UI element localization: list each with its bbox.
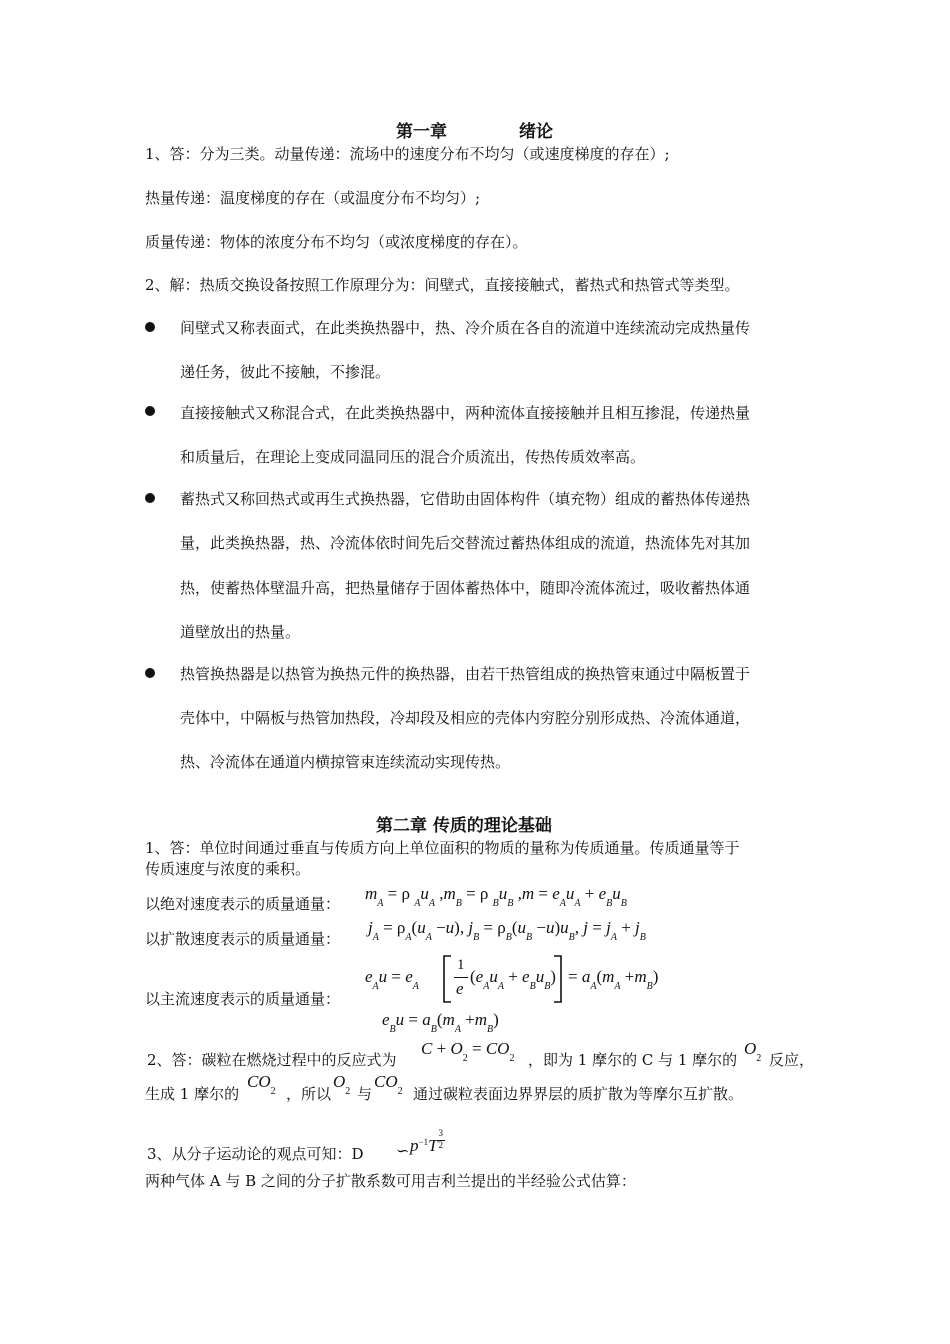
symbol-co2: $CO_2$ bbox=[247, 1072, 276, 1097]
ch2-q2-text-d: 生成 1 摩尔的 bbox=[145, 1085, 240, 1103]
equation-absolute-flux: $m_A = \rho$ $_Au_A$ $,m_B = \rho$ $_Bu_B$ $,m = e_Au_A + e_Bu_B$ bbox=[365, 884, 627, 909]
bullet-icon bbox=[145, 668, 155, 678]
ch2-q1-line2: 传质速度与浓度的乘积。 bbox=[145, 860, 311, 878]
ch2-q2-text-f: 与 bbox=[357, 1085, 373, 1103]
symbol-o2: $O_2$ bbox=[744, 1039, 762, 1064]
label-diffusion-velocity: 以扩散速度表示的质量通量： bbox=[145, 930, 341, 948]
equation-diffusion-proportionality: $p^{-1}T$ $\frac{3}{2}$ bbox=[410, 1136, 445, 1157]
bullet4-line1: 热管换热器是以热管为换热元件的换热器，由若干热管组成的换热管束通过中隔板置于 bbox=[180, 665, 751, 683]
label-main-velocity: 以主流速度表示的质量通量： bbox=[145, 990, 341, 1008]
equation-reaction: $C + O_2 = CO_2$ bbox=[421, 1039, 515, 1064]
equation-main-flux-inner: $(e_Au_A + e_Bu_B)$ bbox=[470, 967, 556, 992]
bullet1-line2: 递任务，彼此不接触，不掺混。 bbox=[180, 363, 391, 381]
bullet1-line1: 间壁式又称表面式，在此类换热器中，热、冷介质在各自的流道中连续流动完成热量传 bbox=[180, 319, 751, 337]
fraction-bar bbox=[454, 977, 468, 978]
bullet4-line3: 热、冷流体在通道内横掠管束连续流动实现传热。 bbox=[180, 753, 511, 771]
chapter1-title: 第一章 bbox=[396, 122, 447, 142]
ch2-q1-line1: 1、答：单位时间通过垂直与传质方向上单位面积的物质的量称为传质通量。传质通量等于 bbox=[145, 839, 740, 857]
left-bracket-icon bbox=[440, 955, 454, 1003]
bullet-icon bbox=[145, 493, 155, 503]
fraction-numerator: 1 bbox=[457, 957, 465, 973]
bullet-icon bbox=[145, 322, 155, 332]
ch2-q2-text-b: ，即为 1 摩尔的 C 与 1 摩尔的 bbox=[528, 1051, 738, 1069]
bullet3-line2: 量，此类换热器，热、冷流体依时间先后交替流过蓄热体组成的流道，热流体先对其加 bbox=[180, 534, 751, 552]
equation-main-flux-b: = $a_A(m_A +m_B)$ bbox=[568, 967, 659, 992]
label-absolute-velocity: 以绝对速度表示的质量通量： bbox=[145, 895, 341, 913]
equation-main-flux-a: $e_Au = e_A$ bbox=[365, 967, 419, 992]
bullet3-line3: 热，使蓄热体壁温升高，把热量储存于固体蓄热体中，随即冷流体流过，吸收蓄热体通 bbox=[180, 579, 751, 597]
fraction-denominator: e bbox=[456, 979, 464, 998]
bullet-icon bbox=[145, 406, 155, 416]
chapter2-title: 第二章 传质的理论基础 bbox=[376, 816, 552, 836]
right-bracket-icon bbox=[551, 955, 565, 1003]
equation-diffusion-flux: $j_A = \rho_A(u_A -u)$, $j_B = \rho_B(u_B -u)u_B$, $j = j_A + j_B$ bbox=[368, 918, 646, 943]
ch1-q2-line: 2、解：热质交换设备按照工作原理分为：间壁式，直接接触式，蓄热式和热管式等类型。 bbox=[145, 276, 740, 294]
ch1-q1-line3: 质量传递：物体的浓度分布不均匀（或浓度梯度的存在）。 bbox=[145, 233, 528, 251]
bullet3-line4: 道壁放出的热量。 bbox=[180, 623, 301, 641]
ch2-q3-text-a: 3、从分子运动论的观点可知：D bbox=[147, 1145, 364, 1163]
bullet4-line2: 壳体中，中隔板与热管加热段，冷却段及相应的壳体内穷腔分别形成热、冷流体通道， bbox=[180, 709, 751, 727]
symbol-co2: $CO_2$ bbox=[374, 1072, 403, 1097]
bullet2-line1: 直接接触式又称混合式，在此类换热器中，两种流体直接接触并且相互掺混，传递热量 bbox=[180, 404, 751, 422]
ch2-q2-text-g: 通过碳粒表面边界界层的质扩散为等摩尔互扩散。 bbox=[413, 1085, 744, 1103]
ch1-q1-line2: 热量传递：温度梯度的存在（或温度分布不均匀）; bbox=[145, 189, 481, 207]
fraction-three-halves: $\frac{3}{2}$ bbox=[438, 1128, 444, 1151]
ch2-q3-text-b: 两种气体 A 与 B 之间的分子扩散系数可用吉利兰提出的半经验公式估算： bbox=[145, 1172, 636, 1190]
ch1-q1-line1: 1、答：分为三类。动量传递：流场中的速度分布不均匀（或速度梯度的存在）; bbox=[145, 145, 670, 163]
chapter1-title-topic: 绪论 bbox=[519, 122, 553, 142]
symbol-o2: $O_2$ bbox=[333, 1072, 351, 1097]
proportional-icon: ∽ bbox=[396, 1143, 410, 1160]
bullet2-line2: 和质量后，在理论上变成同温同压的混合介质流出，传热传质效率高。 bbox=[180, 448, 646, 466]
bullet3-line1: 蓄热式又称回热式或再生式换热器，它借助由固体构件（填充物）组成的蓄热体传递热 bbox=[180, 490, 751, 508]
ch2-q2-text-a: 2、答：碳粒在燃烧过程中的反应式为 bbox=[147, 1051, 397, 1069]
ch2-q2-text-e: ，所以 bbox=[286, 1085, 332, 1103]
ch2-q2-text-c: 反应， bbox=[769, 1051, 815, 1069]
equation-main-flux-c: $e_Bu = a_B(m_A +m_B)$ bbox=[382, 1010, 499, 1035]
